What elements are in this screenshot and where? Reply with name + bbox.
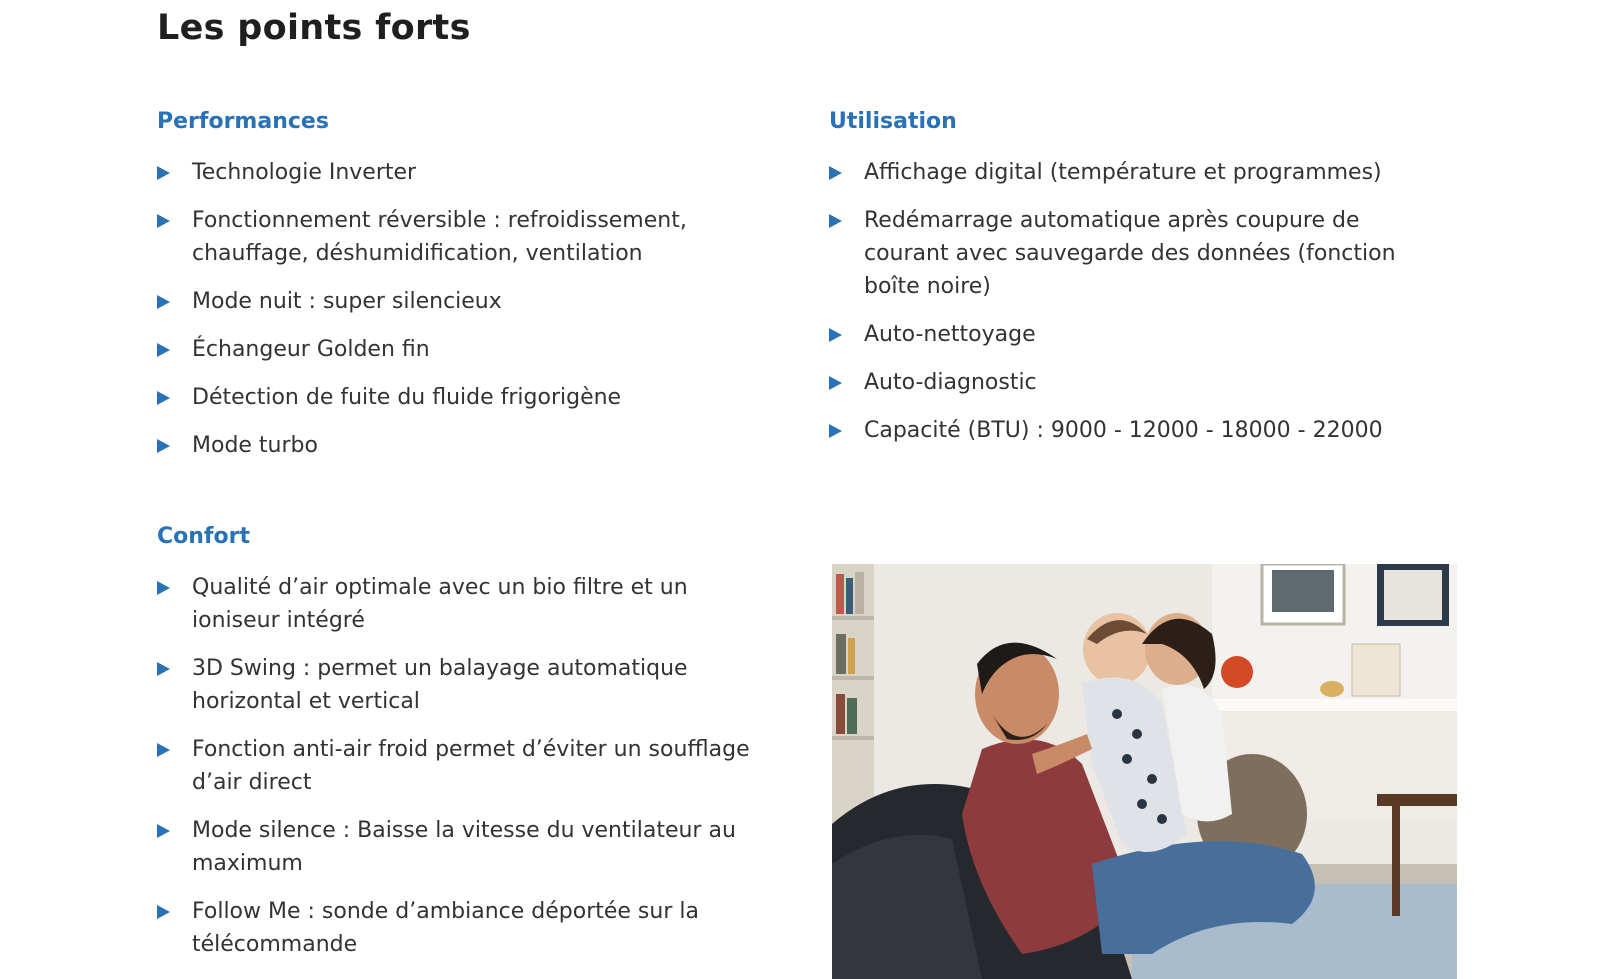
triangle-bullet-icon xyxy=(829,424,842,438)
list-item-text: Redémarrage automatique après coupure de courant avec sauvegarde des données (fonction boîte noire) xyxy=(864,208,1396,299)
list-item xyxy=(829,204,1449,303)
list-item-text: Échangeur Golden fin xyxy=(192,337,430,362)
list-item-text: Capacité (BTU) : 9000 - 12000 - 18000 - 22000 xyxy=(864,418,1383,443)
triangle-bullet-icon xyxy=(157,439,170,453)
list-item xyxy=(829,414,1449,447)
triangle-bullet-icon xyxy=(157,905,170,919)
list-item xyxy=(157,571,777,637)
triangle-bullet-icon xyxy=(829,376,842,390)
performances-list xyxy=(157,156,777,477)
list-item xyxy=(157,285,777,318)
list-item-text: Mode turbo xyxy=(192,433,318,458)
list-item xyxy=(829,318,1449,351)
list-item-text: Follow Me : sonde d’ambiance déportée sur la télécommande xyxy=(192,899,699,957)
list-item xyxy=(157,429,777,462)
list-item-text: Fonctionnement réversible : refroidissement, chauffage, déshumidification, ventilation xyxy=(192,208,687,266)
family-photo xyxy=(832,564,1457,979)
list-item-text: Détection de fuite du fluide frigorigène xyxy=(192,385,622,410)
family-photo-illustration xyxy=(832,564,1457,979)
confort-heading: Confort xyxy=(157,524,250,549)
list-item xyxy=(157,895,777,961)
list-item xyxy=(829,156,1449,189)
utilisation-heading: Utilisation xyxy=(829,109,957,134)
list-item xyxy=(157,814,777,880)
page-title: Les points forts xyxy=(157,8,471,48)
triangle-bullet-icon xyxy=(157,166,170,180)
triangle-bullet-icon xyxy=(157,391,170,405)
list-item-text: Fonction anti-air froid permet d’éviter un soufflage d’air direct xyxy=(192,737,750,795)
list-item-text: Affichage digital (température et programmes) xyxy=(864,160,1382,185)
triangle-bullet-icon xyxy=(157,214,170,228)
list-item-text: Mode nuit : super silencieux xyxy=(192,289,502,314)
list-item xyxy=(157,381,777,414)
triangle-bullet-icon xyxy=(157,743,170,757)
list-item-text: Auto-diagnostic xyxy=(864,370,1037,395)
list-item-text: Technologie Inverter xyxy=(192,160,417,185)
triangle-bullet-icon xyxy=(157,824,170,838)
triangle-bullet-icon xyxy=(829,328,842,342)
triangle-bullet-icon xyxy=(829,166,842,180)
list-item xyxy=(157,156,777,189)
triangle-bullet-icon xyxy=(157,295,170,309)
list-item-text: 3D Swing : permet un balayage automatique horizontal et vertical xyxy=(192,656,688,714)
confort-list xyxy=(157,571,777,976)
list-item xyxy=(157,333,777,366)
list-item-text: Auto-nettoyage xyxy=(864,322,1036,347)
performances-heading: Performances xyxy=(157,109,329,134)
triangle-bullet-icon xyxy=(157,581,170,595)
list-item-text: Qualité d’air optimale avec un bio filtre et un ioniseur intégré xyxy=(192,575,688,633)
triangle-bullet-icon xyxy=(157,662,170,676)
utilisation-list xyxy=(829,156,1449,462)
list-item xyxy=(157,733,777,799)
triangle-bullet-icon xyxy=(829,214,842,228)
list-item-text: Mode silence : Baisse la vitesse du ventilateur au maximum xyxy=(192,818,736,876)
triangle-bullet-icon xyxy=(157,343,170,357)
list-item xyxy=(829,366,1449,399)
list-item xyxy=(157,204,777,270)
list-item xyxy=(157,652,777,718)
